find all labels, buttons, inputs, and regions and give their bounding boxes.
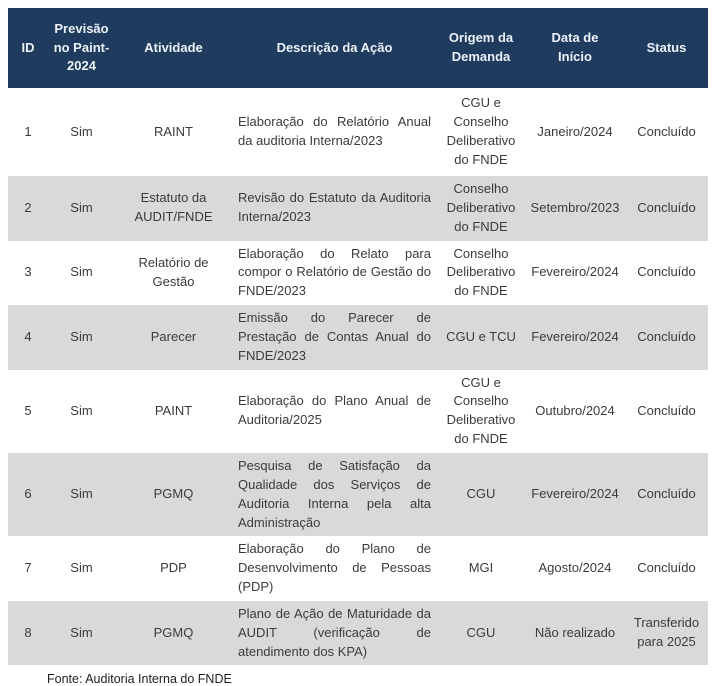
table-row	[8, 453, 708, 536]
cell-origem: Conselho Deliberativo do FNDE	[446, 245, 516, 299]
column-header-label: Previsão no Paint-2024	[53, 20, 110, 74]
cell-previsao: Sim	[70, 123, 93, 139]
cell-descricao: Plano de Ação de Maturidade da AUDIT (verificação de atendimento dos KPA)	[238, 605, 431, 659]
cell-origem: CGU e TCU	[446, 328, 516, 344]
cell-descricao: Elaboração do Plano Anual de Auditoria/2025	[238, 393, 431, 428]
column-header-origem	[437, 8, 525, 88]
cell-descricao: Pesquisa de Satisfação da Qualidade dos Serviços de Auditoria Interna pela alta Administração	[238, 457, 431, 530]
column-header-descricao	[232, 8, 437, 88]
cell-status: Transferido para 2025	[633, 615, 700, 650]
cell-id: 5	[24, 402, 32, 418]
column-header-previsao	[48, 8, 115, 88]
column-header-label: ID	[21, 39, 35, 55]
cell-status: Concluído	[637, 486, 696, 502]
column-header-label: Status	[646, 39, 687, 55]
cell-atividade: RAINT	[154, 123, 193, 139]
cell-previsao: Sim	[70, 486, 93, 502]
cell-atividade: PGMQ	[153, 486, 194, 502]
column-header-id	[8, 8, 48, 88]
cell-status: Concluído	[637, 264, 696, 280]
audit-activities-table	[8, 8, 708, 665]
cell-origem: CGU e Conselho Deliberativo do FNDE	[446, 374, 516, 447]
cell-descricao: Revisão do Estatuto da Auditoria Interna/2023	[238, 190, 431, 225]
cell-id: 4	[24, 328, 32, 344]
cell-status: Concluído	[637, 402, 696, 418]
cell-previsao: Sim	[70, 624, 93, 640]
table-row	[8, 370, 708, 453]
cell-atividade: PDP	[160, 560, 187, 576]
cell-data-inicio: Fevereiro/2024	[531, 486, 619, 502]
table-row	[8, 241, 708, 306]
cell-atividade: Parecer	[150, 328, 197, 344]
cell-data-inicio: Fevereiro/2024	[531, 264, 619, 280]
cell-id: 1	[24, 123, 32, 139]
cell-data-inicio: Janeiro/2024	[537, 123, 613, 139]
cell-origem: CGU	[466, 624, 496, 640]
cell-data-inicio: Setembro/2023	[530, 199, 620, 215]
column-header-label: Descrição da Ação	[276, 39, 393, 55]
cell-atividade: PAINT	[154, 402, 193, 418]
cell-data-inicio: Não realizado	[534, 624, 616, 640]
cell-data-inicio: Outubro/2024	[535, 402, 615, 418]
cell-previsao: Sim	[70, 199, 93, 215]
cell-data-inicio: Agosto/2024	[538, 560, 612, 576]
cell-id: 7	[24, 560, 32, 576]
column-header-data-inicio	[525, 8, 625, 88]
table-row	[8, 601, 708, 666]
table-row	[8, 176, 708, 241]
cell-id: 8	[24, 624, 32, 640]
column-header-label: Data de Início	[551, 30, 599, 64]
source-note: Fonte: Auditoria Interna do FNDE	[47, 672, 232, 686]
column-header-label: Origem da Demanda	[448, 30, 514, 64]
cell-status: Concluído	[637, 328, 696, 344]
cell-descricao: Emissão do Parecer de Prestação de Contas Anual do FNDE/2023	[238, 310, 431, 363]
column-header-status	[625, 8, 708, 88]
cell-descricao: Elaboração do Relato para compor o Relatório de Gestão do FNDE/2023	[238, 245, 431, 299]
cell-atividade: Estatuto da AUDIT/FNDE	[134, 190, 213, 225]
table-row	[8, 536, 708, 601]
column-header-atividade	[115, 8, 232, 88]
cell-origem: MGI	[468, 560, 494, 576]
cell-origem: CGU	[466, 486, 496, 502]
cell-status: Concluído	[637, 123, 696, 139]
cell-atividade: PGMQ	[153, 624, 194, 640]
column-header-label: Atividade	[144, 39, 203, 55]
cell-origem: Conselho Deliberativo do FNDE	[446, 181, 516, 234]
header-row	[8, 8, 708, 88]
cell-descricao: Elaboração do Plano de Desenvolvimento de Pessoas (PDP)	[238, 541, 431, 595]
cell-origem: CGU e Conselho Deliberativo do FNDE	[446, 95, 516, 167]
cell-id: 2	[24, 199, 32, 215]
cell-id: 3	[24, 264, 32, 280]
cell-atividade: Relatório de Gestão	[138, 254, 209, 289]
cell-status: Concluído	[637, 560, 696, 576]
cell-previsao: Sim	[70, 328, 93, 344]
cell-previsao: Sim	[70, 560, 93, 576]
cell-data-inicio: Fevereiro/2024	[531, 328, 619, 344]
cell-descricao: Elaboração do Relatório Anual da auditoria Interna/2023	[238, 114, 431, 148]
table-row	[8, 88, 708, 176]
cell-id: 6	[24, 486, 32, 502]
table-row	[8, 305, 708, 370]
cell-status: Concluído	[637, 199, 696, 215]
cell-previsao: Sim	[70, 264, 93, 280]
cell-previsao: Sim	[70, 402, 93, 418]
